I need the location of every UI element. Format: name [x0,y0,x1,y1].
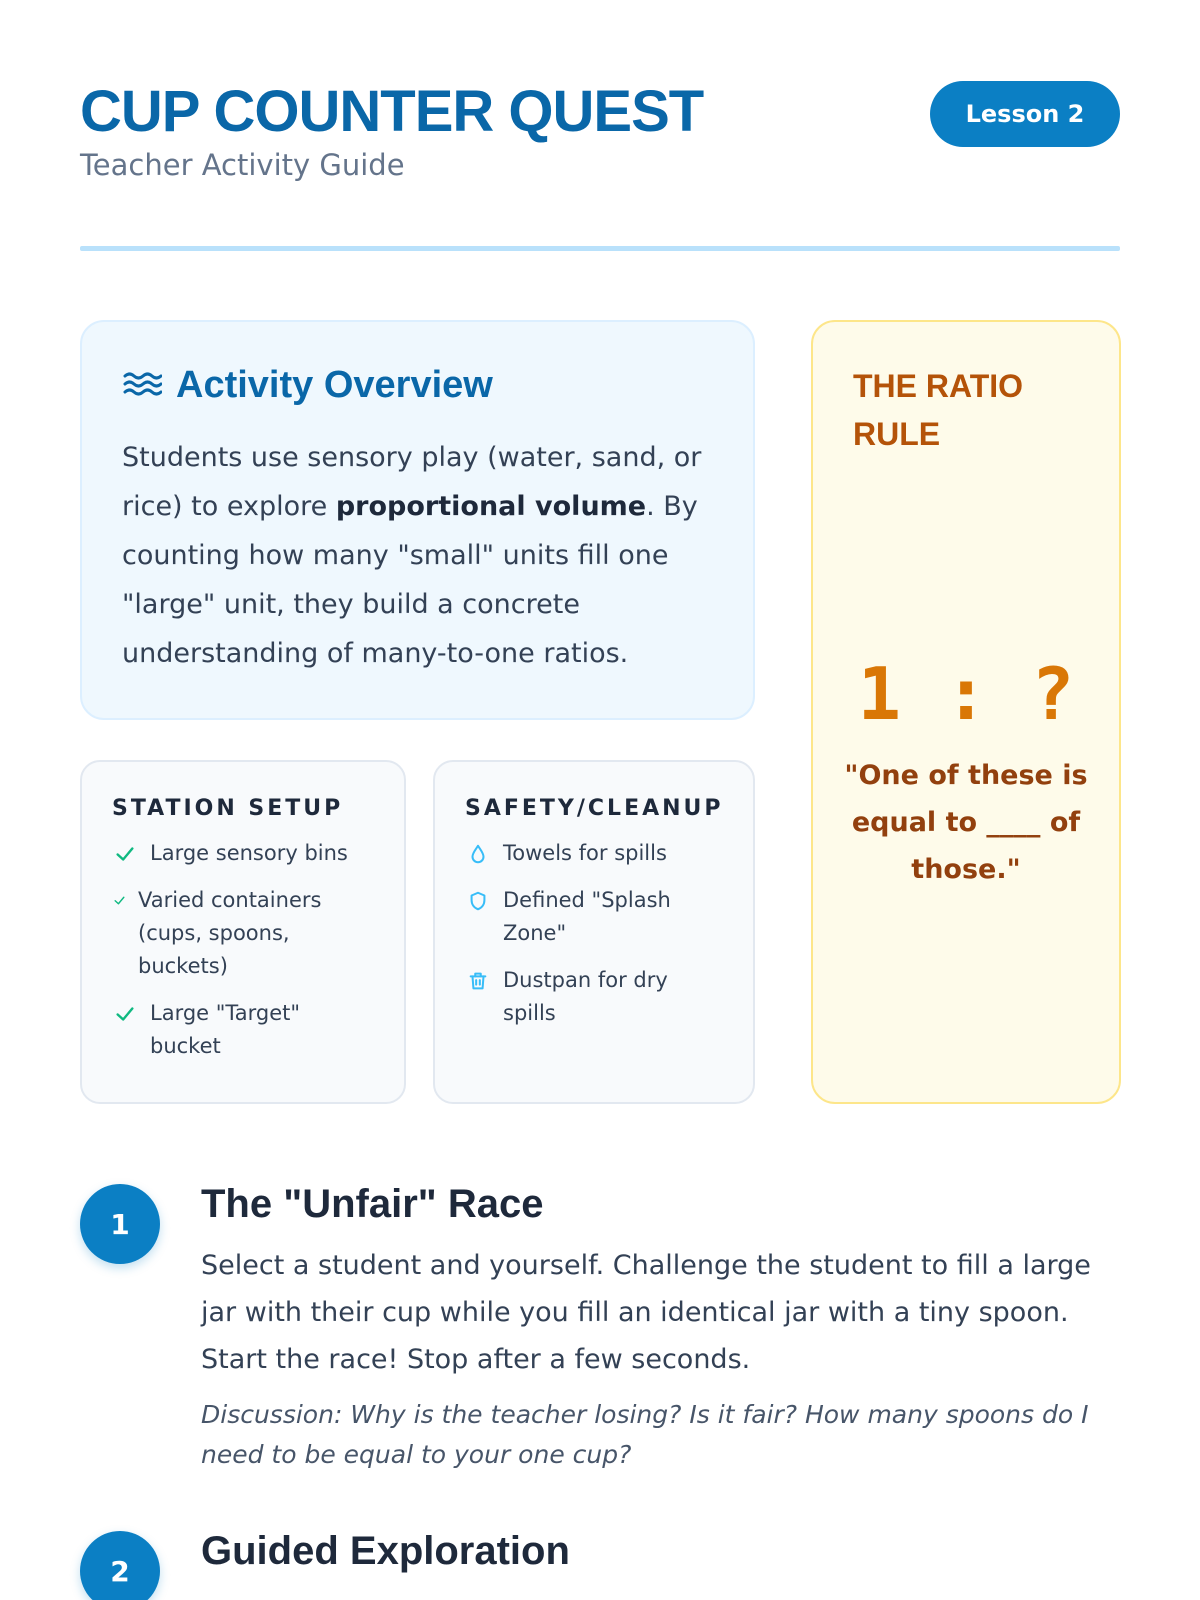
page-subtitle: Teacher Activity Guide [80,148,405,182]
droplet-icon [465,837,491,870]
ratio-rule-card [811,320,1121,1104]
page-title: CUP COUNTER QUEST [80,79,704,144]
shield-icon [465,884,491,917]
step-number-badge: 2 [80,1531,160,1600]
ratio-value: 1 : ? [857,652,1075,736]
check-icon [112,997,138,1030]
check-icon [112,884,126,917]
station-setup-card [80,760,406,1104]
check-icon [112,837,138,870]
overview-emphasis: proportional volume [335,491,647,522]
list-item: Defined "Splash Zone" [465,884,723,950]
list-item: Large sensory bins [112,837,374,870]
step-discussion: Discussion: Why is the teacher losing? Is it fair? How many spoons do I need to be equal to your one cup? [201,1400,1089,1469]
step-title: The "Unfair" Race [201,1182,544,1226]
step-number-badge: 1 [80,1184,160,1264]
step-1 [80,1184,1120,1475]
page-header [80,80,1120,190]
step-text: Select a student and yourself. Challenge the student to fill a large jar with their cup while you fill an identical jar with a tiny spoon. Start the race! Stop after a few seconds. [201,1250,1091,1375]
station-setup-title: STATION SETUP [112,796,344,821]
ratio-rule-title: THE RATIO RULE [853,368,1024,452]
step-title: Guided Exploration [201,1529,570,1573]
list-item: Varied containers (cups, spoons, buckets) [112,884,374,983]
activity-overview-card [80,320,755,720]
step-2 [80,1529,1120,1588]
overview-text: Students use sensory play (water, sand, or rice) to explore proportional volume. By counting how many "small" units fill one "large" unit, they build a concrete understanding of many-to-one ratios. [122,442,702,669]
overview-title: Activity Overview [176,364,493,406]
list-item: Large "Target" bucket [112,997,374,1063]
trash-icon [465,964,491,997]
ratio-quote: "One of these is equal to ____ of those." [844,760,1088,885]
lesson-badge: Lesson 2 [930,81,1120,147]
list-item: Towels for spills [465,837,723,870]
waves-icon [122,369,162,403]
safety-cleanup-title: SAFETY/CLEANUP [465,796,724,821]
header-divider [80,246,1120,251]
list-item: Dustpan for dry spills [465,964,723,1030]
safety-cleanup-card [433,760,755,1104]
